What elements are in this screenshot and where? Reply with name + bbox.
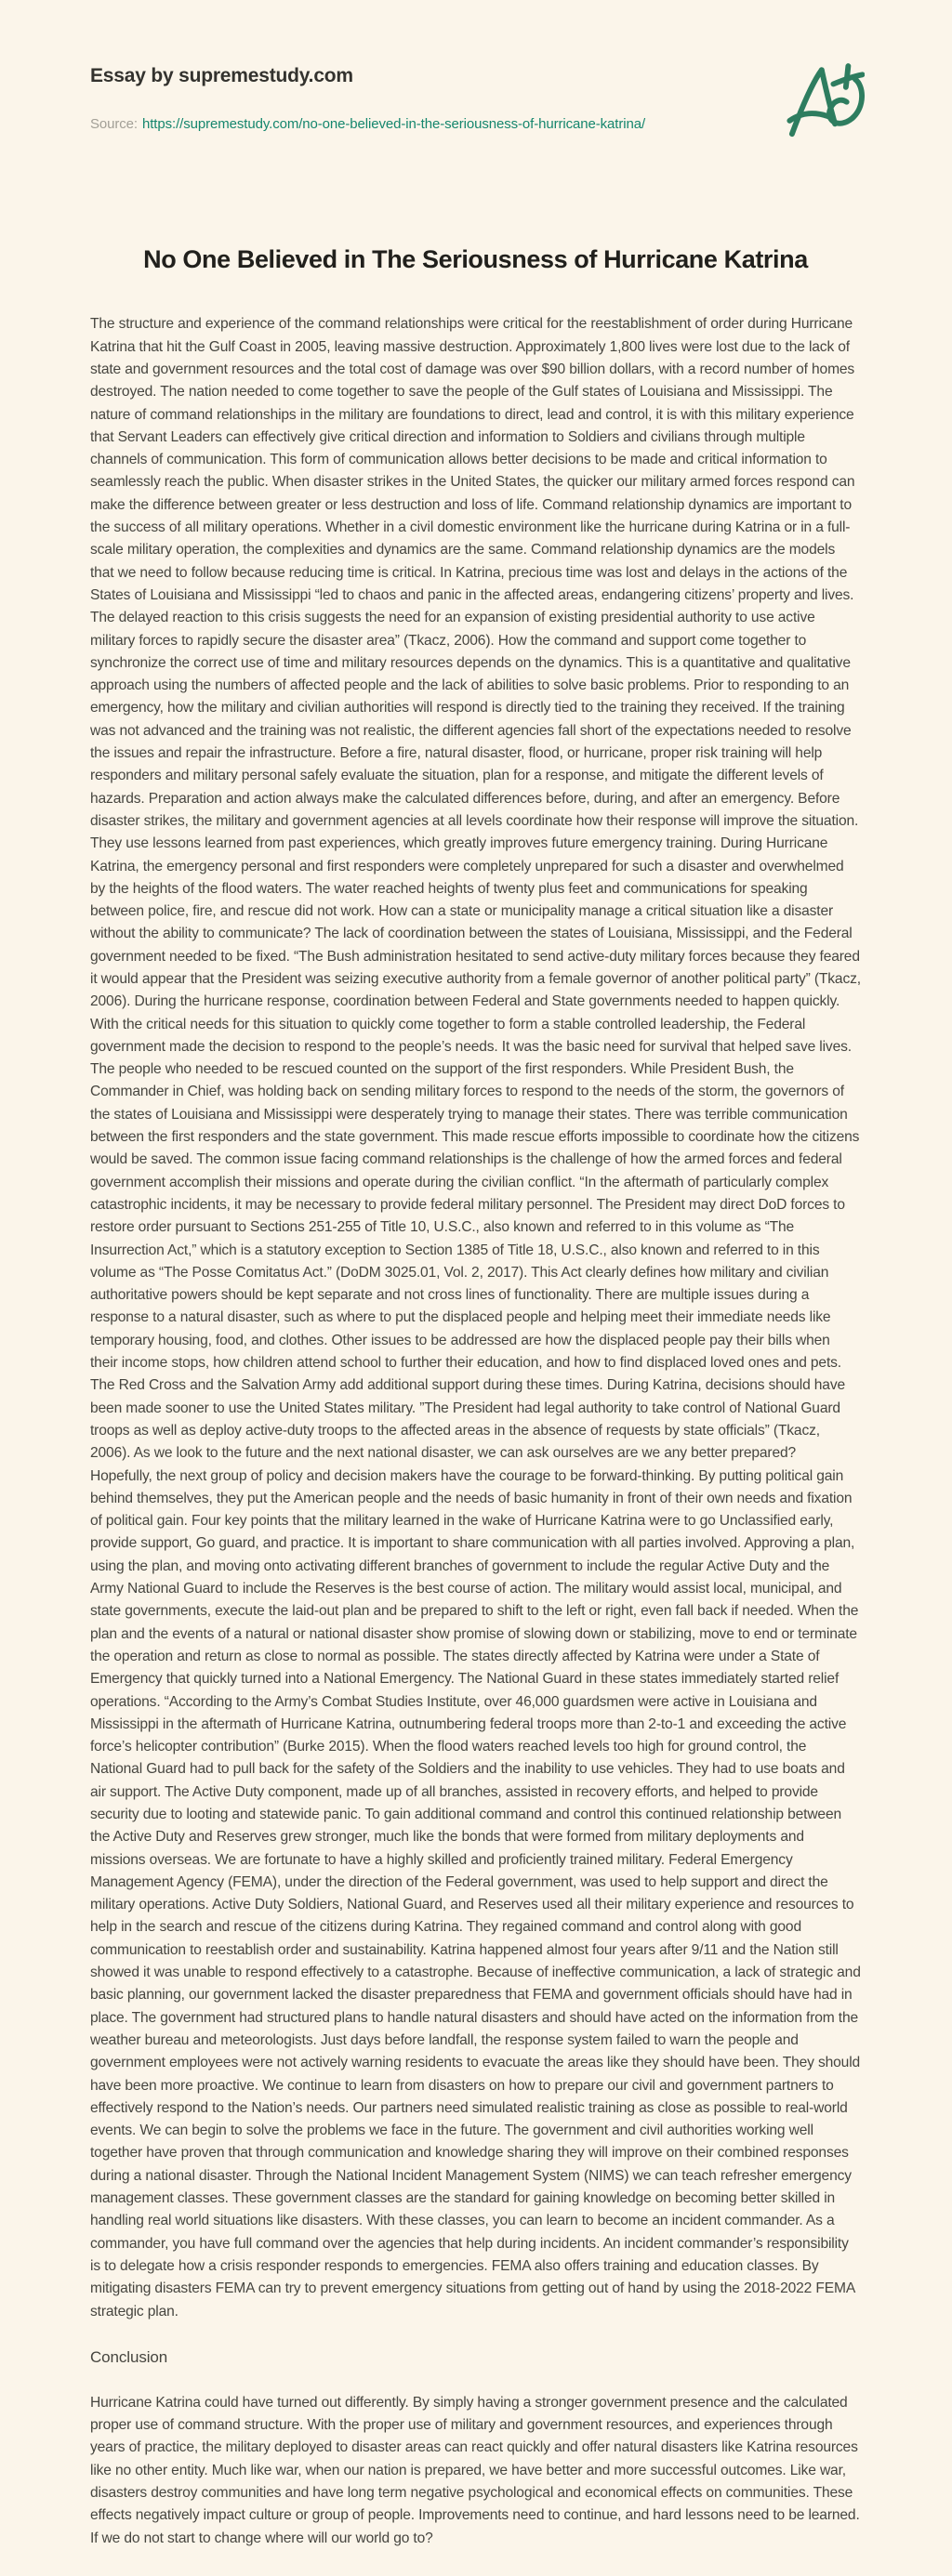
- conclusion-paragraph: Hurricane Katrina could have turned out differently. By simply having a stronger government presence and the calculated proper use of command structure. With the proper use of military and government resources, and experiences through years of practice, the military deployed to disaster areas can react quickly and offer natural disasters like Katrina resources like no other entity. Much like war, when our nation is prepared, we have better and more successful outcomes. Like war, disasters destroy communities and have long term negative psychological and economical effects on communities. These effects negatively impact culture or group of people. Improvements need to continue, and hard lessons need to be learned. If we do not start to change where will our world go to?: [90, 2394, 860, 2546]
- source-link[interactable]: https://supremestudy.com/no-one-believed-in-the-seriousness-of-hurricane-katrina/: [142, 116, 646, 132]
- source-label: Source:: [90, 116, 138, 132]
- source-row: [90, 116, 861, 132]
- essay-title: No One Believed in The Seriousness of Hurricane Katrina: [143, 245, 808, 273]
- byline: Essay by supremestudy.com: [90, 65, 353, 86]
- aplus-logo-icon: [787, 56, 865, 151]
- essay-content: [0, 244, 952, 2559]
- essay-body-paragraph: The structure and experience of the command relationships were critical for the reestablishment of order during Hurricane Katrina that hit the Gulf Coast in 2005, leaving massive destruction. Approximately 1,800 lives were lost due to the lack of state and government resources and the total cost of damage was over $90 billion dollars, with a record number of homes destroyed. The nation needed to come together to save the people of the Gulf states of Louisiana and Mississippi. The nature of command relationships in the military are foundations to direct, lead and control, it is with this military experience that Servant Leaders can effectively give critical direction and information to Soldiers and civilians through multiple channels of communication. This form of communication allows better decisions to be made and critical information to seamlessly reach the public. When disaster strikes in the United States, the quicker our military armed forces respond can make the difference between greater or less destruction and loss of life. Command relationship dynamics are important to the success of all military operations. Whether in a civil domestic environment like the hurricane during Katrina or in a full-scale military operation, the complexities and dynamics are the same. Command relationship dynamics are the models that we need to follow because reducing time is critical. In Katrina, precious time was lost and delays in the actions of the States of Louisiana and Mississippi “led to chaos and panic in the affected areas, endangering citizens’ property and lives. The delayed reaction to this crisis suggests the need for an expansion of existing presidential authority to use active military forces to rapidly secure the disaster area” (Tkacz, 2006). How the command and support come together to synchronize the correct use of time and military resources depends on the dynamics. This is a quantitative and qualitative approach using the numbers of affected people and the lack of abilities to solve basic problems. Prior to responding to an emergency, how the military and civilian authorities will respond is directly tied to the training they received. If the training was not advanced and the training was not realistic, the different agencies fall short of the expectations needed to resolve the issues and repair the infrastructure. Before a fire, natural disaster, flood, or hurricane, proper risk training will help responders and military personal safely evaluate the situation, plan for a response, and mitigate the different levels of hazards. Preparation and action always make the calculated differences before, during, and after an emergency. Before disaster strikes, the military and government agencies at all levels coordinate how their response will improve the situation. They use lessons learned from past experiences, which greatly improves future emergency training. During Hurricane Katrina, the emergency personal and first responders were completely unprepared for such a disaster and overwhelmed by the heights of the flood waters. The water reached heights of twenty plus feet and communications for speaking between police, fire, and rescue did not work. How can a state or municipality manage a critical situation like a disaster without the ability to communicate? The lack of coordination between the states of Louisiana, Mississippi, and the Federal government needed to be fixed. “The Bush administration hesitated to send active-duty military forces because they feared it would appear that the President was seizing executive authority from a female governor of another political party” (Tkacz, 2006). During the hurricane response, coordination between Federal and State governments needed to happen quickly. With the critical needs for this situation to quickly come together to form a stable controlled leadership, the Federal government made the decision to respond to the people’s needs. It was the basic need for survival that helped save lives. The people who needed to be rescued counted on the support of the first responders. While President Bush, the Commander in Chief, was holding back on sending military forces to respond to the needs of the storm, the governors of the states of Louisiana and Mississippi were desperately trying to manage their states. There was terrible communication between the first responders and the state government. This made rescue efforts impossible to coordinate how the citizens would be saved. The common issue facing command relationships is the challenge of how the armed forces and federal government accomplish their missions and operate during the civilian conflict. “In the aftermath of particularly complex catastrophic incidents, it may be necessary to provide federal military personnel. The President may direct DoD forces to restore order pursuant to Sections 251-255 of Title 10, U.S.C., also known and referred to in this volume as “The Insurrection Act,” which is a statutory exception to Section 1385 of Title 18, U.S.C., also known and referred to in this volume as “The Posse Comitatus Act.” (DoDM 3025.01, Vol. 2, 2017). This Act clearly defines how military and civilian authoritative powers should be kept separate and not cross lines of functionality. There are multiple issues during a response to a natural disaster, such as where to put the displaced people and helping meet their immediate needs like temporary housing, food, and clothes. Other issues to be addressed are how the displaced people pay their bills when their income stops, how children attend school to further their education, and how to find displaced loved ones and pets. The Red Cross and the Salvation Army add additional support during these times. During Katrina, decisions should have been made sooner to use the United States military. ”The President had legal authority to take control of National Guard troops as well as deploy active-duty troops to the affected areas in the absence of requests by state officials” (Tkacz, 2006). As we look to the future and the next national disaster, we can ask ourselves are we any better prepared? Hopefully, the next group of policy and decision makers have the courage to be forward-thinking. By putting political gain behind themselves, they put the American people and the needs of basic humanity in front of their own needs and fixation of political gain. Four key points that the military learned in the wake of Hurricane Katrina were to go Unclassified early, provide support, Go guard, and practice. It is important to share communication with all parties involved. Approving a plan, using the plan, and moving onto activating different branches of government to include the regular Active Duty and the Army National Guard to include the Reserves is the best course of action. The military would assist local, municipal, and state governments, execute the laid-out plan and be prepared to shift to the left or right, even fall back if needed. When the plan and the events of a natural or national disaster show promise of slowing down or stabilizing, move to end or terminate the operation and return as close to normal as possible. The states directly affected by Katrina were under a State of Emergency that quickly turned into a National Emergency. The National Guard in these states immediately started relief operations. “According to the Army’s Combat Studies Institute, over 46,000 guardsmen were active in Louisiana and Mississippi in the aftermath of Hurricane Katrina, outnumbering federal troops more than 2-to-1 and exceeding the active force’s helicopter contribution” (Burke 2015). When the flood waters reached levels too high for ground control, the National Guard had to pull back for the safety of the Soldiers and the inability to use vehicles. They had to use boats and air support. The Active Duty component, made up of all branches, assisted in recovery efforts, and helped to provide security due to looting and statewide panic. To gain additional command and control this continued relationship between the Active Duty and Reserves grew stronger, much like the bonds that were formed from military deployments and missions overseas. We are fortunate to have a highly skilled and proficiently trained military. Federal Emergency Management Agency (FEMA), under the direction of the Federal government, was used to help support and direct the military operations. Active Duty Soldiers, National Guard, and Reserves used all their military experience and resources to help in the search and rescue of the citizens during Katrina. They regained command and control along with good communication to reestablish order and sustainability. Katrina happened almost four years after 9/11 and the Nation still showed it was unable to respond effectively to a catastrophe. Because of ineffective communication, a lack of strategic and basic planning, our government lacked the disaster preparedness that FEMA and government officials should have had in place. The government had structured plans to handle natural disasters and should have acted on the information from the weather bureau and meteorologists. Just days before landfall, the response system failed to warn the people and government employees were not actively warning residents to evacuate the areas like they should have been. They should have been more proactive. We continue to learn from disasters on how to prepare our civil and government partners to effectively respond to the Nation’s needs. Our partners need simulated realistic training as close as possible to real-world events. We can begin to solve the problems we face in the future. The government and civil authorities working well together have proven that through communication and knowledge sharing they will improve on their combined responses during a national disaster. Through the National Incident Management System (NIMS) we can teach refresher emergency management classes. These government classes are the standard for gaining knowledge on becoming better skilled in handling real world situations like disasters. With these classes, you can learn to become an incident commander. As a commander, you have full command over the agencies that help during incidents. An incident commander’s responsibility is to delegate how a crisis responder responds to emergencies. FEMA also offers training and education classes. By mitigating disasters FEMA can try to prevent emergency situations from getting out of hand by using the 2018-2022 FEMA strategic plan.: [90, 316, 861, 2320]
- page-header: [0, 0, 952, 132]
- conclusion-heading: Conclusion: [90, 2347, 168, 2366]
